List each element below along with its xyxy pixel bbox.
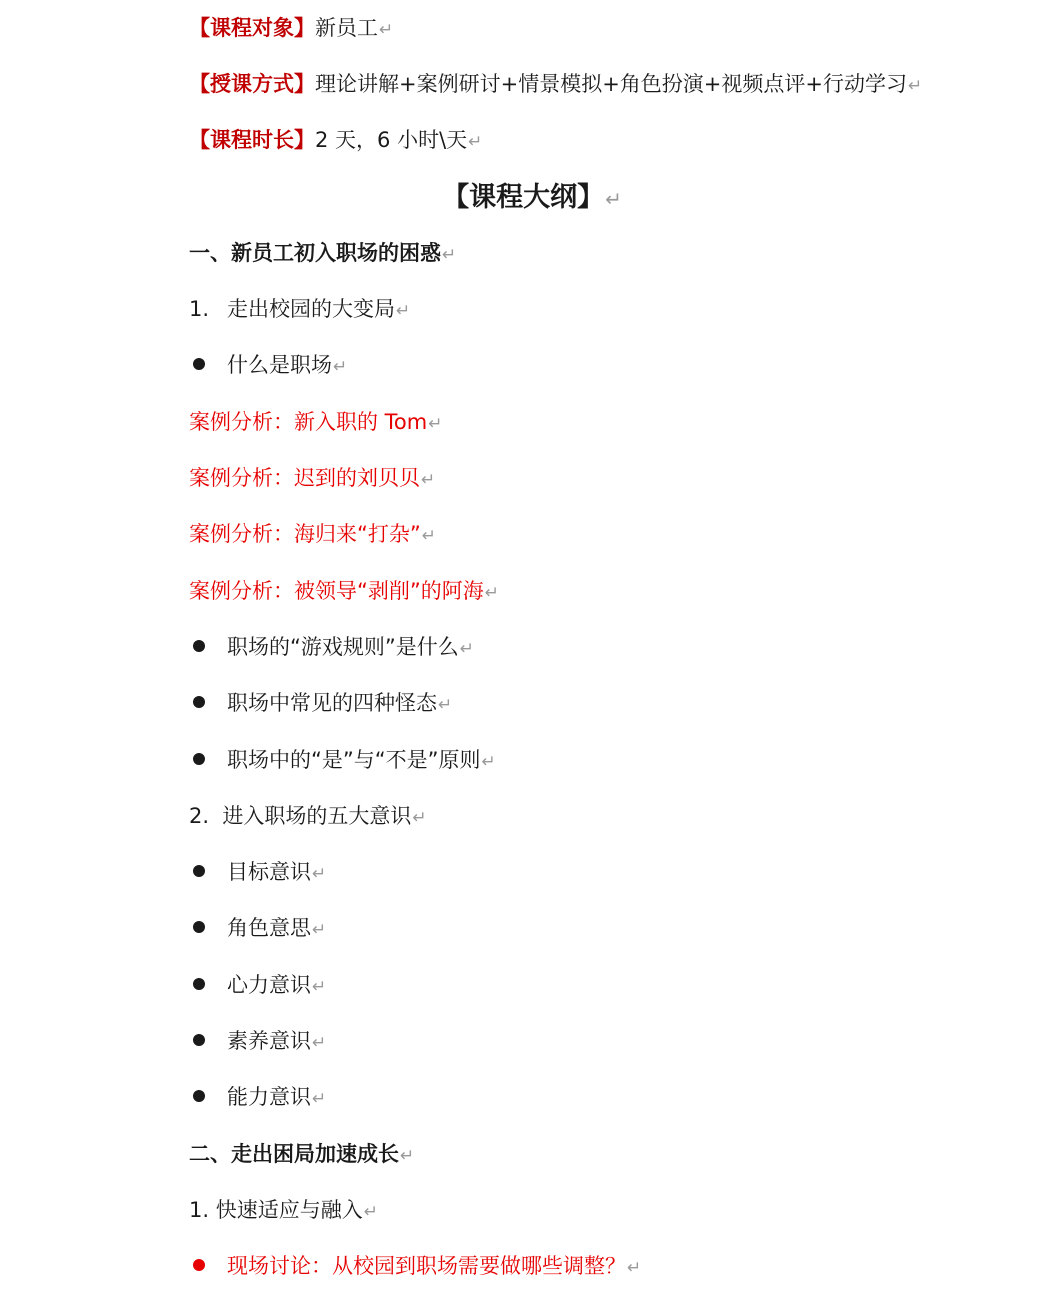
- paragraph-mark-icon: ↵: [379, 20, 394, 40]
- case-analysis-text: 案例分析：新入职的 Tom: [189, 410, 428, 434]
- case-analysis-text: 案例分析：迟到的刘贝贝: [189, 466, 420, 490]
- discussion-text: 现场讨论：从校园到职场需要做哪些调整？: [227, 1254, 626, 1278]
- bullet-dot-icon: [193, 358, 205, 370]
- paragraph-mark-icon: ↵: [442, 245, 457, 265]
- paragraph-mark-icon: ↵: [363, 1202, 378, 1222]
- paragraph-mark-icon: ↵: [421, 470, 436, 490]
- paragraph-mark-icon: ↵: [459, 639, 475, 659]
- duration-value: 2 天，6 小时\天: [315, 128, 468, 152]
- bullet-item: [189, 745, 496, 775]
- bullet-item: [189, 857, 326, 887]
- bullet-item: [189, 632, 474, 662]
- method-label: 【授课方式】: [189, 72, 315, 96]
- bullet-item: [189, 1026, 326, 1056]
- case-analysis-text: 案例分析：海归来“打杂”: [189, 522, 421, 546]
- audience-line: [189, 13, 393, 43]
- discussion-bullet-item: [189, 1251, 641, 1281]
- case-analysis-line: [189, 407, 443, 437]
- bullet-item-text: 职场的“游戏规则”是什么: [227, 635, 459, 659]
- bullet-dot-icon: [193, 753, 205, 765]
- bullet-item-text: 职场中的“是”与“不是”原则: [227, 748, 481, 772]
- bullet-dot-icon: [193, 1259, 205, 1271]
- duration-label: 【课程时长】: [189, 128, 315, 152]
- bullet-item: [189, 350, 347, 380]
- numbered-item: [189, 801, 427, 831]
- audience-label: 【课程对象】: [189, 16, 315, 40]
- bullet-item-text: 素养意识: [227, 1029, 311, 1053]
- section-heading: [189, 238, 456, 268]
- paragraph-mark-icon: ↵: [396, 301, 411, 321]
- item-number: 1.: [189, 297, 210, 321]
- bullet-dot-icon: [193, 865, 205, 877]
- case-analysis-line: [189, 463, 435, 493]
- paragraph-mark-icon: ↵: [412, 808, 427, 828]
- paragraph-mark-icon: ↵: [312, 977, 327, 997]
- section-heading-text: 二、走出困局加速成长: [189, 1142, 399, 1166]
- paragraph-mark-icon: ↵: [421, 526, 437, 546]
- paragraph-mark-icon: ↵: [438, 695, 453, 715]
- bullet-dot-icon: [193, 1090, 205, 1102]
- method-line: [189, 69, 922, 99]
- bullet-item: [189, 1082, 326, 1112]
- paragraph-mark-icon: ↵: [627, 1258, 642, 1278]
- bullet-item: [189, 913, 326, 943]
- section-heading: [189, 1139, 414, 1169]
- paragraph-mark-icon: ↵: [312, 920, 327, 940]
- duration-line: [189, 125, 482, 155]
- bullet-dot-icon: [193, 696, 205, 708]
- bullet-item-text: 能力意识: [227, 1085, 311, 1109]
- bullet-item-text: 职场中常见的四种怪态: [227, 691, 437, 715]
- section-heading-text: 一、新员工初入职场的困惑: [189, 241, 441, 265]
- numbered-item-text: 2. 进入职场的五大意识: [189, 804, 412, 828]
- outline-title: [0, 180, 1064, 216]
- paragraph-mark-icon: ↵: [484, 583, 500, 603]
- case-analysis-line: [189, 519, 436, 549]
- bullet-dot-icon: [193, 640, 205, 652]
- paragraph-mark-icon: ↵: [333, 357, 348, 377]
- paragraph-mark-icon: ↵: [312, 1033, 327, 1053]
- paragraph-mark-icon: ↵: [400, 1146, 415, 1166]
- bullet-item-text: 心力意识: [227, 973, 311, 997]
- paragraph-mark-icon: ↵: [468, 132, 483, 152]
- numbered-item: [189, 1195, 378, 1225]
- paragraph-mark-icon: ↵: [312, 864, 327, 884]
- paragraph-mark-icon: ↵: [907, 76, 923, 96]
- bullet-item: [189, 688, 452, 718]
- bullet-dot-icon: [193, 921, 205, 933]
- bullet-dot-icon: [193, 978, 205, 990]
- bullet-item: [189, 970, 326, 1000]
- audience-value: 新员工: [315, 16, 378, 40]
- bullet-dot-icon: [193, 1034, 205, 1046]
- paragraph-mark-icon: ↵: [312, 1089, 327, 1109]
- case-analysis-line: [189, 576, 499, 606]
- paragraph-mark-icon: ↵: [481, 752, 496, 772]
- bullet-item-text: 角色意思: [227, 916, 311, 940]
- bullet-item-text: 目标意识: [227, 860, 311, 884]
- numbered-item-text: 1. 快速适应与融入: [189, 1198, 363, 1222]
- numbered-item: [189, 294, 410, 324]
- numbered-item-text: 走出校园的大变局: [227, 297, 395, 321]
- method-value: 理论讲解+案例研讨+情景模拟+角色扮演+视频点评+行动学习: [315, 72, 907, 96]
- bullet-item-text: 什么是职场: [227, 353, 332, 377]
- paragraph-mark-icon: ↵: [428, 414, 443, 434]
- outline-title-text: 【课程大纲】: [442, 182, 605, 213]
- paragraph-mark-icon: ↵: [605, 187, 622, 211]
- case-analysis-text: 案例分析：被领导“剥削”的阿海: [189, 579, 484, 603]
